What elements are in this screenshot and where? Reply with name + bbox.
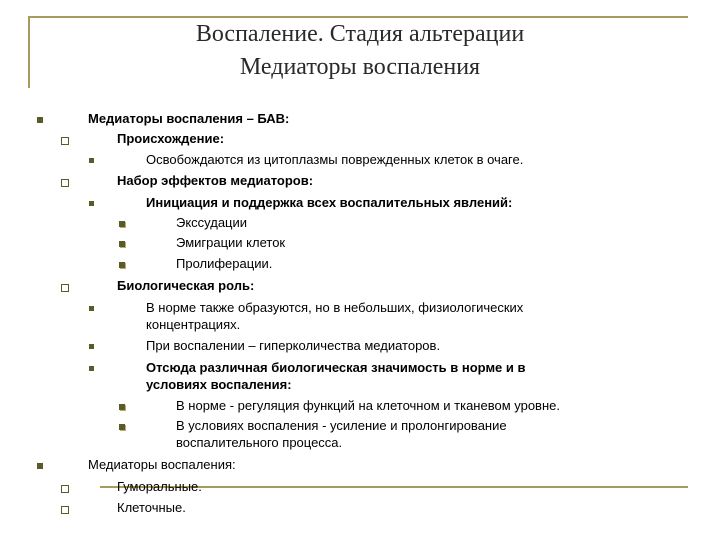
- title-line-2: Медиаторы воспаления: [239, 54, 481, 80]
- list-item: Освобождаются из цитоплазмы поврежденных клеток в очаге.: [146, 152, 524, 167]
- filled-square-icon: [89, 158, 94, 163]
- list-item: В норме также образуются, но в небольших, физиологических: [146, 300, 524, 315]
- hollow-square-icon: [61, 506, 69, 514]
- list-item: Экссудации: [176, 215, 248, 230]
- list-item: Медиаторы воспаления – БАВ:: [88, 111, 290, 126]
- list-item: Гуморальные.: [117, 479, 202, 494]
- list-item: Набор эффектов медиаторов:: [117, 173, 314, 188]
- list-item: В норме - регуляция функций на клеточном и тканевом уровне.: [176, 398, 560, 413]
- list-item: Клеточные.: [117, 500, 186, 515]
- list-item: При воспалении – гиперколичества медиаторов.: [146, 338, 441, 353]
- title-frame-left-border: [28, 16, 30, 88]
- shadow-square-icon: [119, 241, 125, 247]
- list-item: Медиаторы воспаления:: [88, 457, 236, 472]
- list-item: Происхождение:: [117, 131, 225, 146]
- filled-square-icon: [89, 366, 94, 371]
- list-item: Пролиферации.: [176, 256, 273, 271]
- hollow-square-icon: [61, 284, 69, 292]
- shadow-square-icon: [119, 404, 125, 410]
- shadow-square-icon: [119, 424, 125, 430]
- list-item-continuation: воспалительного процесса.: [176, 435, 343, 450]
- shadow-square-icon: [119, 221, 125, 227]
- list-item: Биологическая роль:: [117, 278, 255, 293]
- list-item: Инициация и поддержка всех воспалительных явлений:: [146, 195, 513, 210]
- list-item-continuation: концентрациях.: [146, 317, 241, 332]
- list-item-continuation: условиях воспаления:: [146, 377, 292, 392]
- filled-square-icon: [89, 344, 94, 349]
- list-item: Эмиграции клеток: [176, 235, 286, 250]
- filled-square-icon: [37, 117, 43, 123]
- hollow-square-icon: [61, 137, 69, 145]
- list-item: Отсюда различная биологическая значимость в норме и в: [146, 360, 526, 375]
- list-item: В условиях воспаления - усиление и пролонгирование: [176, 418, 507, 433]
- filled-square-icon: [89, 201, 94, 206]
- title-line-1: Воспаление. Стадия альтерации: [195, 21, 525, 47]
- shadow-square-icon: [119, 262, 125, 268]
- filled-square-icon: [37, 463, 43, 469]
- filled-square-icon: [89, 306, 94, 311]
- slide-title: [70, 18, 650, 84]
- hollow-square-icon: [61, 179, 69, 187]
- hollow-square-icon: [61, 485, 69, 493]
